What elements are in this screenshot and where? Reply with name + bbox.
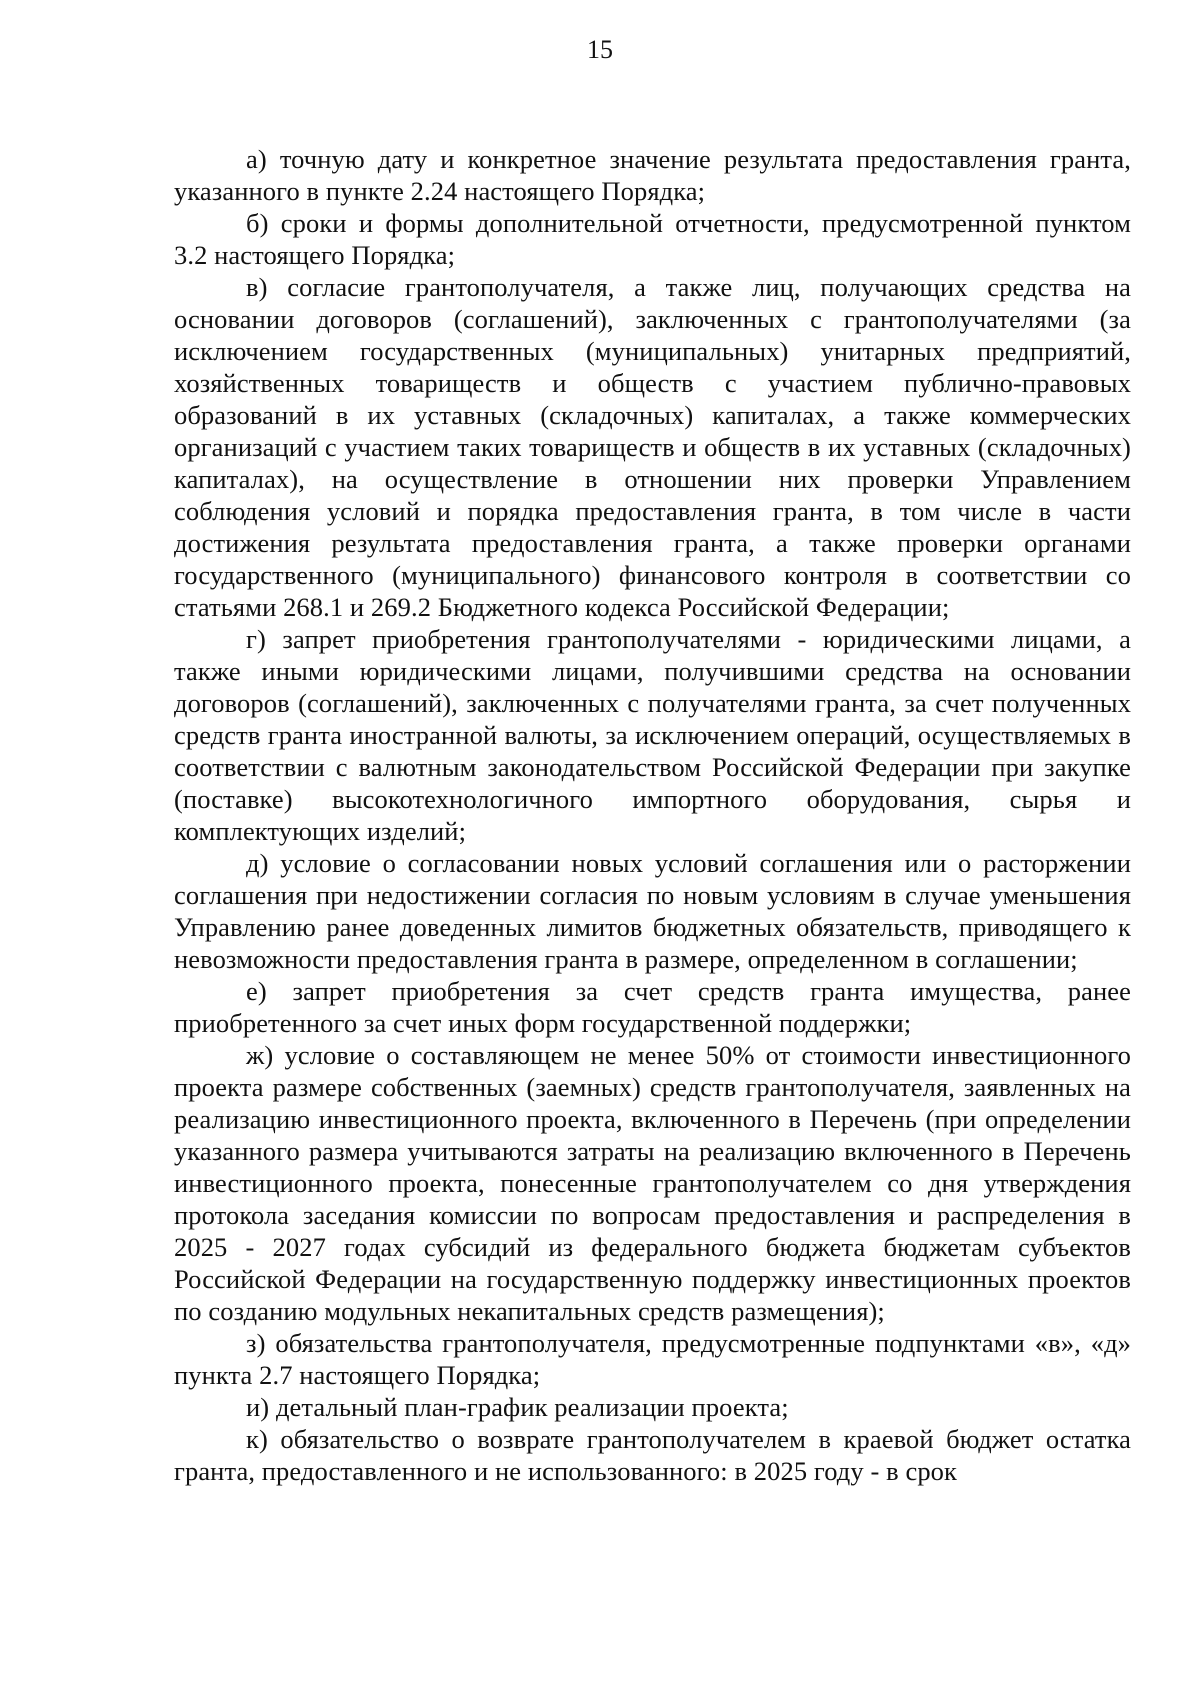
item-text: обязательства грантополучателя, предусмотренные подпунктами «в», «д» пункта 2.7 настоящего Порядка; (174, 1328, 1131, 1390)
item-text: обязательство о возврате грантополучателем в краевой бюджет остатка гранта, предоставленного и не использованного: в 2025 году - в срок (174, 1424, 1132, 1486)
item-text: запрет приобретения грантополучателями - юридическими лицами, а также иными юридическими лицами, получившими средства на основании договоров (соглашений), заключенных с получателями гранта, за счет полученных средств гранта иностранной валюты, за исключением операций, осуществляемых в соответствии с валютным законодательством Российской Федерации при закупке (поставке) высокотехнологичного импортного оборудования, сырья и комплектующих изделий; (174, 624, 1131, 846)
item-letter: е) (246, 976, 267, 1006)
list-item-v (174, 271, 1131, 623)
list-item-d (174, 847, 1131, 975)
item-text: детальный план-график реализации проекта; (275, 1392, 789, 1422)
item-letter: а) (246, 144, 267, 174)
document-body (174, 143, 1131, 1487)
list-item-zh (174, 1039, 1131, 1327)
item-letter: в) (246, 272, 268, 302)
item-letter: к) (246, 1424, 268, 1454)
item-letter: б) (246, 208, 269, 238)
item-text: сроки и формы дополнительной отчетности, предусмотренной пунктом 3.2 настоящего Порядка; (174, 208, 1131, 270)
list-item-g (174, 623, 1131, 847)
item-text: запрет приобретения за счет средств гранта имущества, ранее приобретенного за счет иных форм государственной поддержки; (174, 976, 1131, 1038)
list-item-e (174, 975, 1131, 1039)
item-text: условие о согласовании новых условий соглашения или о расторжении соглашения при недостижении согласия по новым условиям в случае уменьшения Управлению ранее доведенных лимитов бюджетных обязательств, приводящего к невозможности предоставления гранта в размере, определенном в соглашении; (174, 848, 1131, 974)
item-letter: г) (246, 624, 266, 654)
list-item-b (174, 207, 1131, 271)
list-item-a (174, 143, 1131, 207)
page-number: 15 (587, 35, 613, 64)
list-item-k (174, 1423, 1131, 1487)
item-text: точную дату и конкретное значение результата предоставления гранта, указанного в пункте 2.24 настоящего Порядка; (174, 144, 1131, 206)
item-letter: и) (246, 1392, 270, 1422)
item-text: условие о составляющем не менее 50% от стоимости инвестиционного проекта размере собственных (заемных) средств грантополучателя, заявленных на реализацию инвестиционного проекта, включенного в Перечень (при определении указанного размера учитываются затраты на реализацию включенного в Перечень инвестиционного проекта, понесенные грантополучателем со дня утверждения протокола заседания комиссии по вопросам предоставления и распределения в 2025 - 2027 годах субсидий из федерального бюджета бюджетам субъектов Российской Федерации на государственную поддержку инвестиционных проектов по созданию модульных некапитальных средств размещения); (174, 1040, 1131, 1326)
list-item-i (174, 1391, 1131, 1423)
list-item-z (174, 1327, 1131, 1391)
item-letter: д) (246, 848, 269, 878)
item-text: согласие грантополучателя, а также лиц, получающих средства на основании договоров (соглашений), заключенных с грантополучателями (за исключением государственных (муниципальных) унитарных предприятий, хозяйственных товариществ и обществ с участием публично-правовых образований в их уставных (складочных) капиталах, а также коммерческих организаций с участием таких товариществ и обществ в их уставных (складочных) капиталах), на осуществление в отношении них проверки Управлением соблюдения условий и порядка предоставления гранта, в том числе в части достижения результата предоставления гранта, а также проверки органами государственного (муниципального) финансового контроля в соответствии со статьями 268.1 и 269.2 Бюджетного кодекса Российской Федерации; (174, 272, 1131, 622)
item-letter: з) (246, 1328, 266, 1358)
item-letter: ж) (246, 1040, 274, 1070)
